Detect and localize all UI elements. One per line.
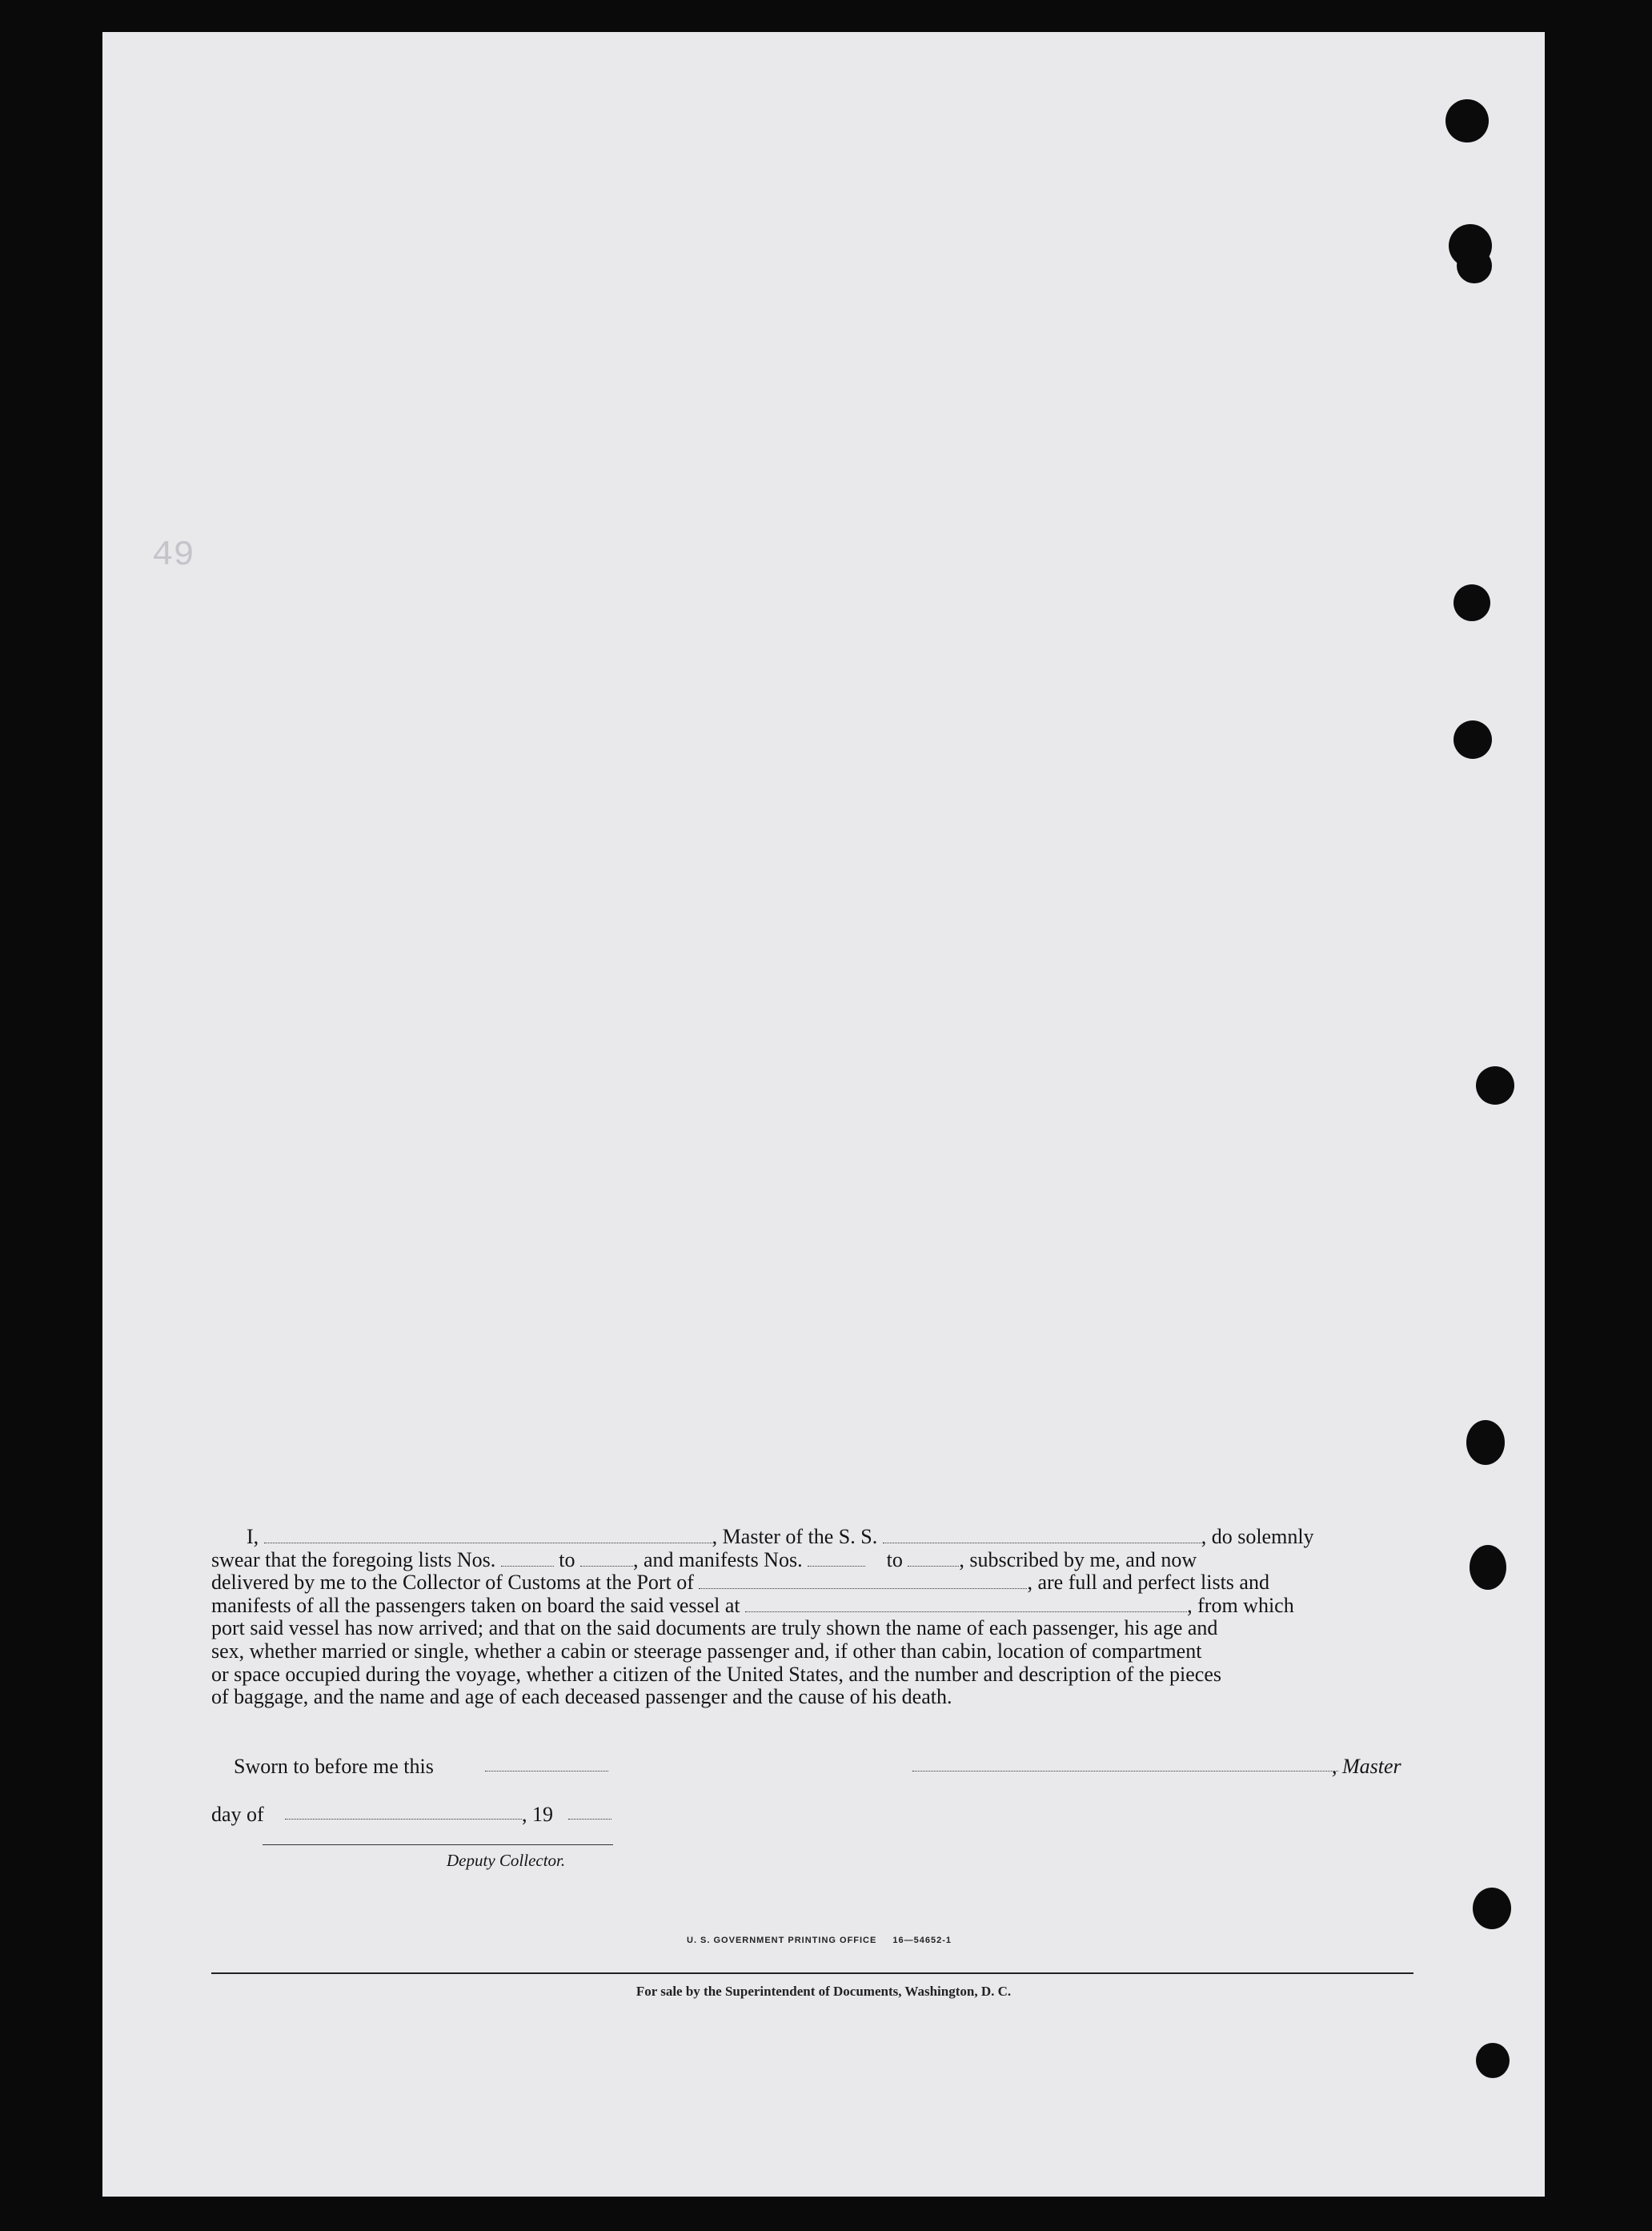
punch-hole — [1476, 1066, 1514, 1105]
printer-imprint — [687, 1936, 952, 1945]
footer-sale-note: For sale by the Superintendent of Documents, Washington, D. C. — [636, 1984, 1012, 1999]
punch-hole — [1466, 1420, 1505, 1465]
manifest-to-blank[interactable] — [908, 1550, 959, 1567]
oath-line-5: port said vessel has now arrived; and that on the said documents are truly shown the name of each passenger, his age and — [211, 1616, 1218, 1640]
margin-number: 49 — [152, 536, 194, 576]
oath-line-8: of baggage, and the name and age of each deceased passenger and the cause of his death. — [211, 1685, 952, 1709]
printer-code: 16—54652-1 — [892, 1936, 952, 1945]
day-of-blank[interactable] — [285, 1819, 522, 1820]
oath-text: I, — [247, 1525, 259, 1548]
oath-text: swear that the foregoing lists Nos. — [211, 1547, 496, 1571]
oath-text: delivered by me to the Collector of Customs at the Port of — [211, 1571, 694, 1595]
punch-hole — [1454, 584, 1490, 621]
oath-line-4 — [211, 1595, 1412, 1618]
departure-port-blank[interactable] — [745, 1595, 1187, 1612]
list-to-blank[interactable] — [580, 1550, 633, 1567]
year-label: , 19 — [522, 1803, 553, 1826]
oath-text: , subscribed by me, and now — [959, 1547, 1197, 1571]
oath-text: manifests of all the passengers taken on board the said vessel at — [211, 1593, 740, 1617]
punch-hole — [1476, 2043, 1510, 2078]
oath-paragraph — [211, 1526, 1412, 1709]
oath-text: , Master of the S. S. — [712, 1525, 878, 1548]
master-label: , Master — [1332, 1755, 1401, 1778]
oath-line-7: or space occupied during the voyage, whether a citizen of the United States, and the number and description of the pieces — [211, 1662, 1222, 1686]
sworn-date-blank[interactable] — [485, 1771, 608, 1772]
printer-line: U. S. GOVERNMENT PRINTING OFFICE — [687, 1936, 877, 1945]
oath-text: , from which — [1187, 1593, 1294, 1617]
form-sheet — [102, 32, 1545, 2197]
name-blank[interactable] — [264, 1527, 712, 1543]
master-signature-blank[interactable] — [912, 1771, 1338, 1772]
deputy-collector-label: Deputy Collector. — [447, 1851, 566, 1870]
oath-line-1 — [211, 1526, 1412, 1549]
punch-hole — [1457, 248, 1492, 283]
punch-hole — [1454, 720, 1492, 759]
oath-line-3 — [211, 1571, 1412, 1595]
ship-name-blank[interactable] — [883, 1527, 1201, 1543]
deputy-signature-blank[interactable] — [263, 1844, 613, 1845]
manifest-from-blank[interactable] — [808, 1550, 865, 1567]
day-of-label: day of — [211, 1803, 264, 1826]
oath-text: to — [559, 1547, 575, 1571]
oath-text: , do solemnly — [1201, 1525, 1314, 1548]
year-blank[interactable] — [568, 1819, 611, 1820]
punch-hole — [1473, 1888, 1511, 1929]
punch-hole — [1470, 1545, 1506, 1590]
oath-line-6: sex, whether married or single, whether a cabin or steerage passenger and, if other than cabin, location of compartment — [211, 1639, 1202, 1663]
list-from-blank[interactable] — [501, 1550, 554, 1567]
punch-hole — [1446, 99, 1489, 142]
port-blank[interactable] — [699, 1572, 1027, 1589]
footer-rule — [211, 1972, 1413, 1974]
oath-text: , and manifests Nos. — [633, 1547, 803, 1571]
oath-text: , are full and perfect lists and — [1027, 1571, 1269, 1595]
oath-text: to — [886, 1547, 903, 1571]
oath-line-2 — [211, 1549, 1412, 1572]
sworn-label: Sworn to before me this — [234, 1755, 434, 1778]
